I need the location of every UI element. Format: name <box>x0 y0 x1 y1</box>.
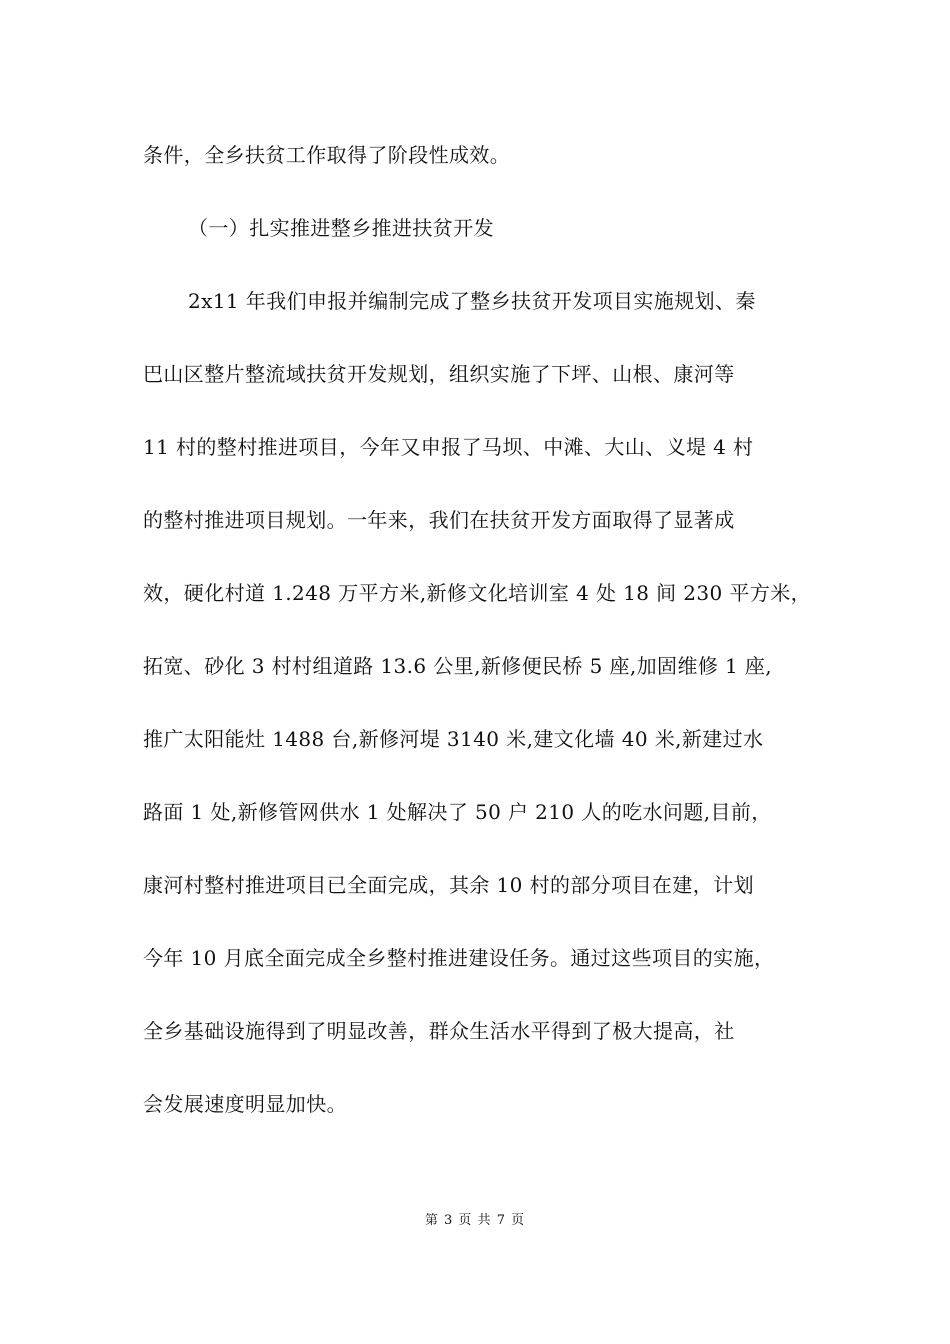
paragraph-line: 的整村推进项目规划。一年来，我们在扶贫开发方面取得了显著成 <box>143 508 735 532</box>
paragraph-line: 2x11 年我们申报并编制完成了整乡扶贫开发项目实施规划、秦 <box>188 289 756 313</box>
paragraph-line: 拓宽、砂化 3 村村组道路 13.6 公里,新修便民桥 5 座,加固维修 1 座, <box>143 654 773 678</box>
page-number: 第 3 页 共 7 页 <box>424 1213 526 1228</box>
paragraph-line: 康河村整村推进项目已全面完成，其余 10 村的部分项目在建，计划 <box>143 873 754 897</box>
section-heading: （一）扎实推进整乡推进扶贫开发 <box>188 216 494 240</box>
paragraph-line: 今年 10 月底全面完成全乡整村推进建设任务。通过这些项目的实施， <box>143 946 775 970</box>
paragraph-line: 11 村的整村推进项目，今年又申报了马坝、中滩、大山、义堤 4 村 <box>143 435 754 459</box>
paragraph-line: 推广太阳能灶 1488 台,新修河堤 3140 米,建文化墙 40 米,新建过水 <box>143 727 764 751</box>
paragraph-line: 效，硬化村道 1.248 万平方米,新修文化培训室 4 处 18 间 230 平方米， <box>143 581 812 605</box>
paragraph-line: 巴山区整片整流域扶贫开发规划，组织实施了下坪、山根、康河等 <box>143 362 735 386</box>
paragraph-line: 全乡基础设施得到了明显改善，群众生活水平得到了极大提高，社 <box>143 1019 735 1043</box>
paragraph-line: 路面 1 处,新修管网供水 1 处解决了 50 户 210 人的吃水问题,目前， <box>143 800 772 824</box>
paragraph-line: 会发展速度明显加快。 <box>143 1092 347 1116</box>
paragraph-line: 条件，全乡扶贫工作取得了阶段性成效。 <box>143 143 511 167</box>
